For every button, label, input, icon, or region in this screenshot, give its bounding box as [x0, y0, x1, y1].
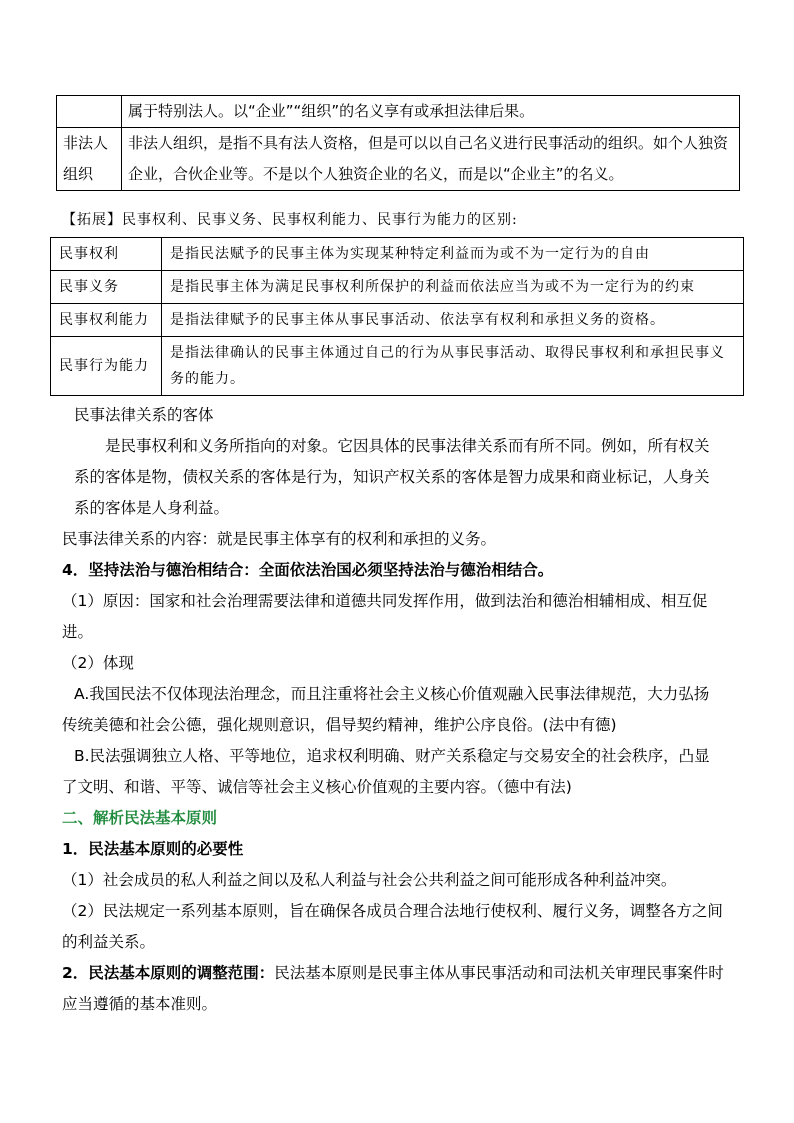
table-row — [51, 304, 744, 337]
necessity-1-text: （1）社会成员的私人利益之间以及私人利益与社会公共利益之间可能形成各种利益冲突。 — [62, 871, 677, 889]
extension-table — [50, 237, 744, 396]
necessity-heading: 1．民法基本原则的必要性 — [62, 840, 244, 858]
embody-b-text: B.民法强调独立人格、平等地位，追求权利明确、财产关系稳定与交易安全的社会秩序，凸显了文明、和谐、平等、诚信等社会主义核心价值观的主要内容。（德中有法) — [62, 747, 710, 796]
body-text — [62, 400, 724, 1020]
content-text: 民事法律关系的内容：就是民事主体享有的权利和承担的义务。 — [62, 530, 497, 548]
term-cell: 民事权利能力 — [51, 304, 162, 337]
definition-cell: 是指民事主体为满足民事权利所保护的利益而依法应当为或不为一定行为的约束 — [162, 271, 744, 304]
scope-paragraph — [62, 958, 724, 1020]
table-row — [57, 96, 740, 128]
embody-a-text: A.我国民法不仅体现法治理念，而且注重将社会主义核心价值观融入民事法律规范，大力弘扬传统美德和社会公德，强化规则意识，倡导契约精神，维护公序良俗。(法中有德) — [62, 685, 710, 734]
row-text: 属于特别法人。以“企业”“组织”的名义享有或承担法律后果。 — [122, 96, 740, 128]
legal-entity-table — [56, 95, 740, 191]
row-text: 非法人组织，是指不具有法人资格，但是可以以自己名义进行民事活动的组织。如个人独资企业，合伙企业等。不是以个人独资企业的名义，而是以“企业主”的名义。 — [122, 128, 740, 191]
table-row — [57, 128, 740, 191]
point-4-heading: 4．坚持法治与德治相结合：全面依法治国必须坚持法治与德治相结合。 — [62, 561, 554, 579]
extension-title: 【拓展】民事权利、民事义务、民事权利能力、民事行为能力的区别: — [62, 212, 518, 228]
table-row — [51, 271, 744, 304]
reason-text: （1）原因：国家和社会治理需要法律和道德共同发挥作用，做到法治和德治相辅相成、相互促进。 — [62, 592, 708, 641]
term-cell: 民事行为能力 — [51, 337, 162, 396]
definition-cell: 是指法律确认的民事主体通过自己的行为从事民事活动、取得民事权利和承担民事义务的能力。 — [162, 337, 744, 396]
term-cell: 民事权利 — [51, 238, 162, 271]
necessity-2-text: （2）民法规定一系列基本原则，旨在确保各成员合理合法地行使权利、履行义务，调整各方之间的利益关系。 — [62, 902, 723, 951]
section-2-heading: 二、解析民法基本原则 — [62, 809, 218, 827]
definition-cell: 是指民法赋予的民事主体为实现某种特定利益而为或不为一定行为的自由 — [162, 238, 744, 271]
row-label: 非法人组织 — [57, 128, 122, 191]
scope-label: 2．民法基本原则的调整范围： — [62, 964, 275, 982]
term-cell: 民事义务 — [51, 271, 162, 304]
object-text: 是民事权利和义务所指向的对象。它因具体的民事法律关系而有所不同。例如，所有权关系的客体是物，债权关系的客体是行为，知识产权关系的客体是智力成果和商业标记，人身关系的客体是人身利益。 — [74, 437, 710, 517]
scope-text: 民法基本原则是民事主体从事民事活动和司法机关审理民事案件时应当遵循的基本准则。 — [62, 964, 724, 1013]
table-row — [51, 337, 744, 396]
object-heading: 民事法律关系的客体 — [74, 406, 214, 424]
embody-heading: （2）体现 — [62, 654, 134, 672]
definition-cell: 是指法律赋予的民事主体从事民事活动、依法享有权利和承担义务的资格。 — [162, 304, 744, 337]
row-label — [57, 96, 122, 128]
table-row — [51, 238, 744, 271]
